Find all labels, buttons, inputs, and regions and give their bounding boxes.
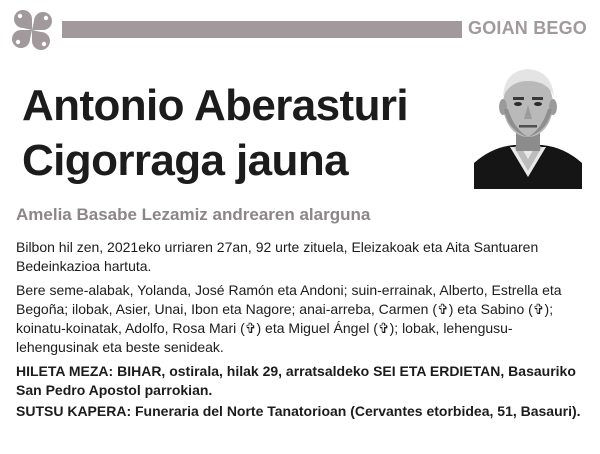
obituary-body — [16, 238, 588, 423]
deceased-name — [22, 78, 462, 188]
subtitle-widow-of: Amelia Basabe Lezamiz andrearen alarguna — [16, 205, 371, 224]
funeral-mass-info: HILETA MEZA: BIHAR, ostirala, hilak 29, arratsaldeko SEI ETA ERDIETAN, Basauriko San Pedro Apostol parrokian. — [16, 363, 576, 398]
region-label: GOIAN BEGO — [468, 18, 588, 38]
name-line-2: Cigorraga jauna — [22, 136, 348, 185]
death-announcement: Bilbon hil zen, 2021eko urriaren 27an, 92 urte zituela, Eleizakoak eta Aita Santuaren Bedeinkazioa hartuta. — [16, 239, 539, 274]
portrait-photo — [474, 59, 582, 189]
family-list: Bere seme-alabak, Yolanda, José Ramón eta Andoni; suin-errainak, Alberto, Estrella eta Begoña; ilobak, Asier, Unai, Ibon eta Nagore; anai-arreba, Carmen (✞) eta Sabino (✞); koinatu-koinatak, Adolfo, Rosa Mari (✞) eta Miguel Ángel (✞); lobak, lehengusu-lehengusinak eta beste senideak. — [16, 282, 562, 355]
header-bar — [62, 21, 462, 38]
name-line-1: Antonio Aberasturi — [22, 81, 409, 130]
lauburu-icon — [8, 6, 56, 54]
funeral-chapel-info: SUTSU KAPERA: Funeraria del Norte Tanatorioan (Cervantes etorbidea, 51, Basauri). — [16, 403, 581, 419]
